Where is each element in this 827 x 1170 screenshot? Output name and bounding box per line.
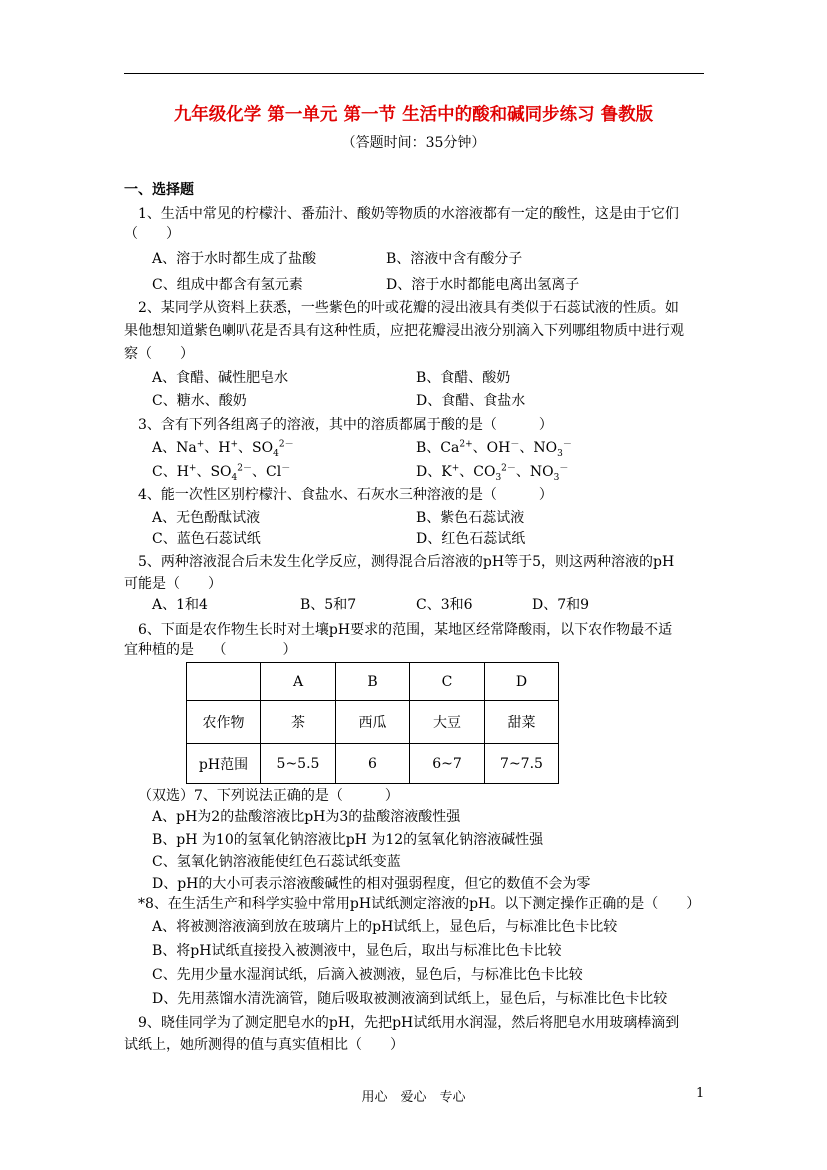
table-cell xyxy=(187,663,261,701)
table-cell: 5~5.5 xyxy=(261,744,336,784)
footer-motto: 用心 爱心 专心 xyxy=(361,1090,466,1105)
table-cell: 甜菜 xyxy=(485,701,559,744)
question-6-stem: 6、下面是农作物生长时对土壤pH要求的范围，某地区经常降酸雨，以下农作物最不适 xyxy=(138,622,673,638)
table-cell: C xyxy=(410,663,485,701)
q8-option-d: D、先用蒸馏水清洗滴管，随后吸取被测液滴到试纸上，显色后，与标准比色卡比较 xyxy=(152,991,668,1007)
q5-option-c: C、3和6 xyxy=(416,597,473,613)
table-cell: 7~7.5 xyxy=(485,744,559,784)
question-7-stem: （双选）7、下列说法正确的是（ ） xyxy=(138,788,399,804)
q3-option-b: B、$Ca^{2+}$、OH－、$NO_3^-$ xyxy=(416,439,572,459)
q2-option-b: B、食醋、酸奶 xyxy=(416,370,511,386)
question-2-stem: 2、某同学从资料上获悉，一些紫色的叶或花瓣的浸出液具有类似于石蕊试液的性质。如 xyxy=(138,300,679,316)
table-row xyxy=(187,701,559,744)
table-cell: B xyxy=(336,663,410,701)
q2-option-a: A、食醋、碱性肥皂水 xyxy=(152,370,289,386)
question-4-stem: 4、能一次性区别柠檬汁、食盐水、石灰水三种溶液的是（ ） xyxy=(138,487,553,503)
q2-option-d: D、食醋、食盐水 xyxy=(416,393,526,409)
question-2-stem-cont: 果他想知道紫色喇叭花是否具有这种性质，应把花瓣浸出液分别滴入下列哪组物质中进行观 xyxy=(124,323,684,339)
crop-ph-table xyxy=(186,662,559,784)
q3-option-a: A、Na+、H+、$SO_4^{2-}$ xyxy=(152,439,294,459)
q1-option-d: D、溶于水时都能电离出氢离子 xyxy=(386,277,580,293)
q7-option-a: A、pH为2的盐酸溶液比pH为3的盐酸溶液酸性强 xyxy=(152,809,461,825)
q5-option-d: D、7和9 xyxy=(532,597,590,613)
question-3-stem: 3、含有下列各组离子的溶液，其中的溶质都属于酸的是（ ） xyxy=(138,417,553,433)
document-subtitle: （答题时间：35分钟） xyxy=(341,135,486,151)
question-6-stem-cont: 宜种植的是 （ ） xyxy=(124,642,297,658)
q4-option-b: B、紫色石蕊试液 xyxy=(416,510,525,526)
table-cell: A xyxy=(261,663,336,701)
table-cell: 6~7 xyxy=(410,744,485,784)
table-cell: 茶 xyxy=(261,701,336,744)
section-heading: 一、选择题 xyxy=(124,182,194,198)
q4-option-c: C、蓝色石蕊试纸 xyxy=(152,531,261,547)
q8-option-b: B、将pH试纸直接投入被测液中，显色后，取出与标准比色卡比较 xyxy=(152,943,562,959)
q7-option-b: B、pH 为10的氢氧化钠溶液比pH 为12的氢氧化钠溶液碱性强 xyxy=(152,832,544,848)
q7-option-d: D、pH的大小可表示溶液酸碱性的相对强弱程度，但它的数值不会为零 xyxy=(152,876,591,892)
q1-option-c: C、组成中都含有氢元素 xyxy=(152,277,303,293)
page-number: 1 xyxy=(696,1086,705,1101)
table-cell: 西瓜 xyxy=(336,701,410,744)
question-9-stem-cont: 试纸上，她所测得的值与真实值相比（ ） xyxy=(124,1037,404,1053)
q5-option-a: A、1和4 xyxy=(152,597,208,613)
q1-option-a: A、溶于水时都生成了盐酸 xyxy=(152,251,317,267)
table-row xyxy=(187,744,559,784)
q3-option-d: D、K+、$CO_3^{2-}$、$NO_3^-$ xyxy=(416,463,569,483)
table-cell: 6 xyxy=(336,744,410,784)
q3-option-c: C、H+、$SO_4^{2-}$、Cl－ xyxy=(152,463,291,483)
q4-option-d: D、红色石蕊试纸 xyxy=(416,531,526,547)
question-5-stem-cont: 可能是（ ） xyxy=(124,576,222,592)
question-1-stem: 1、生活中常见的柠檬汁、番茄汁、酸奶等物质的水溶液都有一定的酸性，这是由于它们 xyxy=(138,206,679,222)
q4-option-a: A、无色酚酞试液 xyxy=(152,510,261,526)
table-cell: D xyxy=(485,663,559,701)
question-2-stem-end: 察（ ） xyxy=(124,346,194,362)
q7-option-c: C、氢氧化钠溶液能使红色石蕊试纸变蓝 xyxy=(152,854,401,870)
q2-option-c: C、糖水、酸奶 xyxy=(152,393,247,409)
q8-option-a: A、将被测溶液滴到放在玻璃片上的pH试纸上，显色后，与标准比色卡比较 xyxy=(152,919,618,935)
question-9-stem: 9、晓佳同学为了测定肥皂水的pH，先把pH试纸用水润湿，然后将肥皂水用玻璃棒滴到 xyxy=(138,1015,680,1031)
header-rule xyxy=(124,73,704,74)
table-header-row xyxy=(187,663,559,701)
question-8-stem: *8、在生活生产和科学实验中常用pH试纸测定溶液的pH。以下测定操作正确的是（ ） xyxy=(138,896,701,912)
table-cell: 大豆 xyxy=(410,701,485,744)
table-cell: 农作物 xyxy=(187,701,261,744)
q5-option-b: B、5和7 xyxy=(300,597,357,613)
table-cell: pH范围 xyxy=(187,744,261,784)
q1-option-b: B、溶液中含有酸分子 xyxy=(386,251,523,267)
q8-option-c: C、先用少量水湿润试纸，后滴入被测液，显色后，与标准比色卡比较 xyxy=(152,967,583,983)
question-1-stem-cont: （ ） xyxy=(124,226,180,242)
document-title: 九年级化学 第一单元 第一节 生活中的酸和碱同步练习 鲁教版 xyxy=(173,105,654,125)
question-5-stem: 5、两种溶液混合后未发生化学反应，测得混合后溶液的pH等于5，则这两种溶液的pH xyxy=(138,554,675,570)
